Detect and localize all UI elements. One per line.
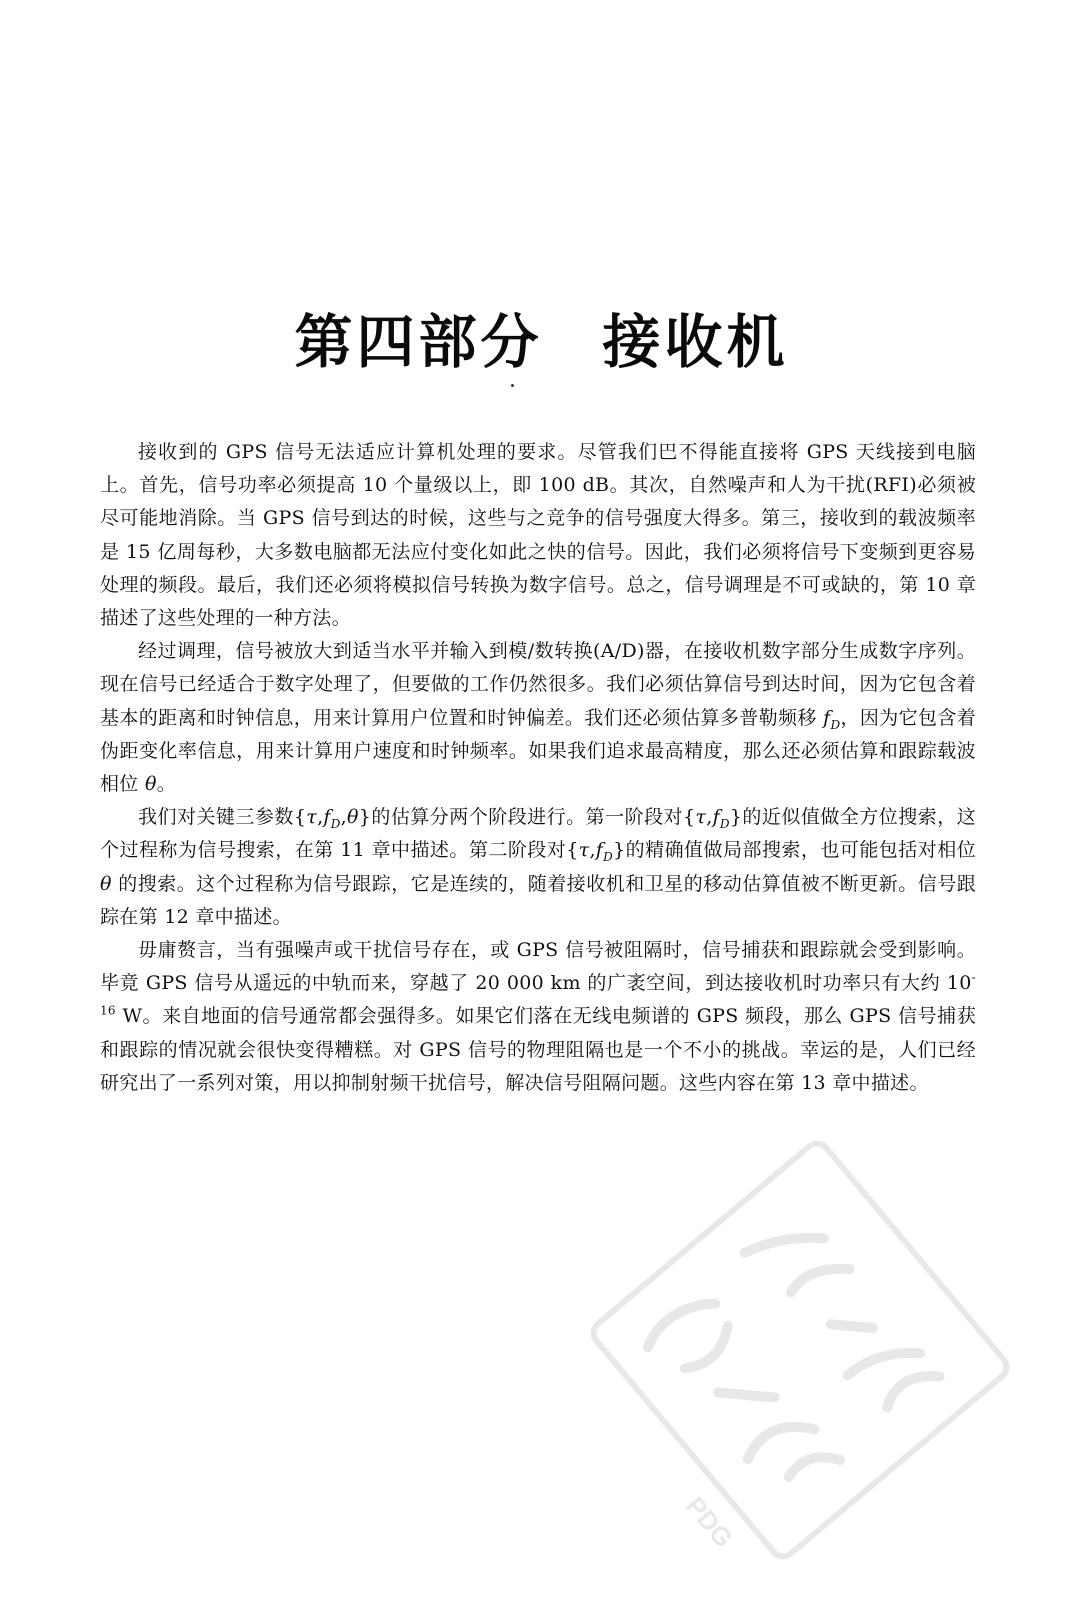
seal-glyph-4 xyxy=(847,1330,939,1421)
paragraph-3-text-c: }的近似值做全方位搜索，这个过程称为信号搜索，在第 11 章中描述。第二阶段对{ xyxy=(100,806,977,862)
scan-dot xyxy=(511,384,514,387)
paragraph-2-text-c: 。 xyxy=(156,773,177,796)
symbol-fD: $f_D$ xyxy=(823,706,841,732)
symbol-tau: τ xyxy=(695,806,707,829)
paragraph-2-text-b: ，因为它包含着伪距变化率信息，用来计算用户速度和时钟频率。如果我们追求最高精度，那么还必须估算和跟踪载波相位 xyxy=(100,706,976,796)
exponent: -16 xyxy=(100,970,976,1019)
symbol-fD: $f_D$ xyxy=(323,806,341,832)
paragraph-2 xyxy=(100,635,976,801)
symbol-theta: θ xyxy=(347,806,359,829)
symbol-theta: θ xyxy=(144,773,157,796)
paragraph-1 xyxy=(100,436,976,635)
paragraph-3-text-d: }的精确值做局部搜索，也可能包括对相位 xyxy=(613,839,976,862)
part-title xyxy=(0,302,1083,382)
paragraph-2-text-a: 经过调理，信号被放大到适当水平并输入到模/数转换(A/D)器，在接收机数字部分生成数字序列。现在信号已经适合于数字处理了，但要做的工作仍然很多。我们必须估算信号到达时间，因为它包含着基本的距离和时钟信息，用来计算用户位置和时钟偏差。我们还必须估算多普勒频移 xyxy=(100,640,976,729)
seal-border xyxy=(590,1139,1010,1562)
body-text xyxy=(100,436,976,1100)
symbol-tau: τ xyxy=(578,839,590,862)
symbol-tau: τ xyxy=(306,806,318,829)
symbol-fD: $f_D$ xyxy=(595,839,614,865)
paragraph-4 xyxy=(100,934,976,1100)
paragraph-4-text-a: 毋庸赘言，当有强噪声或干扰信号存在，或 GPS 信号被阻隔时，信号捕获和跟踪就会受到影响。毕竟 GPS 信号从遥远的中轨而来，穿越了 20 000 km 的广袤空间，到达接收机时功率只有大约 10 xyxy=(100,939,976,995)
symbol-theta: θ xyxy=(100,872,112,895)
seal-glyph-3 xyxy=(744,1409,840,1505)
watermark-label: PDG xyxy=(679,1490,740,1554)
paragraph-3-text-e: 的搜索。这个过程称为信号跟踪，它是连续的，随着接收机和卫星的移动估算值被不断更新。信号跟踪在第 12 章中描述。 xyxy=(100,872,976,928)
paragraph-3: 我们对关键三参数$\{\tau,f_D,\theta\}$的估算分两个阶段进行。第一阶段对$\{\tau,f_D\}$的近似值做全方位搜索，这个过程称为信号搜索，在第 11 章中描述。第二阶段对$\{\tau,f_D\}$的精确值做局部搜索，也可能包括对相位 θ 的搜索。这个过程称为信号跟踪，它是连续的，随着接收机和卫星的移动估算值被不断更新。信号跟踪在第 12 章中描述。 xyxy=(100,806,977,928)
paragraph-1-text: 接收到的 GPS 信号无法适应计算机处理的要求。尽管我们巴不得能直接将 GPS 天线接到电脑上。首先，信号功率必须提高 10 个量级以上，即 100 dB。其次，自然噪声和人为干扰(RFI)必须被尽可能地消除。当 GPS 信号到达的时候，这些与之竞争的信号强度大得多。第三，接收到的载波频率是 15 亿周每秒，大多数电脑都无法应付变化如此之快的信号。因此，我们必须将信号下变频到更容易处理的频段。最后，我们还必须将模拟信号转换为数字信号。总之，信号调理是不可或缺的，第 10 章描述了这些处理的一种方法。 xyxy=(100,441,976,630)
paragraph-3-text-a: 我们对关键三参数{ xyxy=(138,806,307,829)
seal-glyph-2 xyxy=(745,1208,889,1360)
library-seal-watermark xyxy=(590,1130,1010,1570)
part-number: 第四部分 xyxy=(294,308,543,376)
symbol-fD: $f_D$ xyxy=(712,806,730,832)
part-name: 接收机 xyxy=(602,308,789,376)
paragraph-3-text-b: }的估算分两个阶段进行。第一阶段对{ xyxy=(358,806,696,829)
paragraph-4-text-b: W。来自地面的信号通常都会强得多。如果它们落在无线电频谱的 GPS 频段，那么 GPS 信号捕获和跟踪的情况就会很快变得糟糕。对 GPS 信号的物理阻隔也是一个不小的挑战。幸运的是，人们已经研究出了一系列对策，用以抑制射频干扰信号，解决信号阻隔问题。这些内容在第 13 章中描述。 xyxy=(100,1005,976,1094)
